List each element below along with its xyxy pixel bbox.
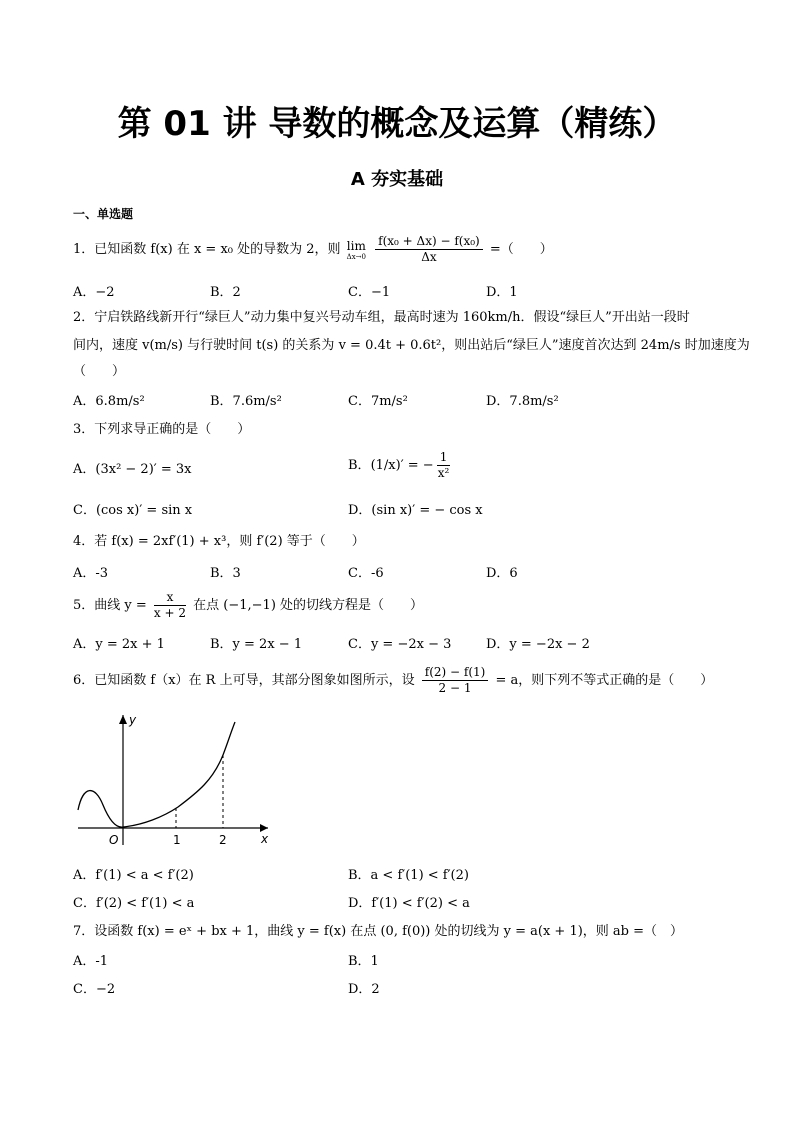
question-7-stem: 7．设函数 f(x) = eˣ + bx + 1，曲线 y = f(x) 在点 (0, f(0)) 处的切线为 y = a(x + 1)，则 ab =（ ） bbox=[73, 924, 684, 939]
question-6-stem: 6．已知函数 f（x）在 R 上可导，其部分图象如图所示，设 $\frac{f(2) - f(1)}{2 - 1}$ = a，则下列不等式正确的是（ ） bbox=[73, 665, 714, 695]
question-3-option-d[interactable]: D．(sin x)′ = − cos x bbox=[348, 503, 483, 518]
y-label: y bbox=[129, 713, 137, 727]
question-1-option-b[interactable]: B．2 bbox=[210, 285, 241, 300]
question-3-option-b[interactable]: B．(1/x)′ = − $\frac{1}{\text{x²}}$ bbox=[348, 450, 450, 480]
question-5-option-d[interactable]: D．y = −2x − 2 bbox=[486, 637, 590, 652]
question-5-option-c[interactable]: C．y = −2x − 3 bbox=[348, 637, 452, 652]
question-2-option-a[interactable]: A．6.8m/s² bbox=[73, 394, 145, 409]
question-3-stem: 3．下列求导正确的是（ ） bbox=[73, 422, 251, 437]
page-title: 第 01 讲 导数的概念及运算（精练） bbox=[117, 104, 677, 144]
question-2-option-b[interactable]: B．7.6m/s² bbox=[210, 394, 282, 409]
question-4-option-d[interactable]: D．6 bbox=[486, 566, 518, 581]
question-1-option-a[interactable]: A．−2 bbox=[73, 285, 115, 300]
question-2-option-c[interactable]: C．7m/s² bbox=[348, 394, 408, 409]
tick-1-label: 1 bbox=[173, 833, 181, 847]
question-7-option-c[interactable]: C．−2 bbox=[73, 982, 116, 997]
question-3-option-a[interactable]: A．(3x² − 2)′ = 3x bbox=[73, 462, 192, 477]
origin-label: O bbox=[109, 833, 119, 847]
question-4-option-b[interactable]: B．3 bbox=[210, 566, 241, 581]
function-graph bbox=[73, 710, 273, 850]
question-6-fraction: $\frac{f(2) - f(1)}{2 - 1}$ bbox=[422, 665, 489, 696]
question-2-line-1: 2．宁启铁路线新开行“绿巨人”动力集中复兴号动车组，最高时速为 160km/h．假设“绿巨人”开出站一段时 bbox=[73, 310, 690, 325]
question-4-option-a[interactable]: A．-3 bbox=[73, 566, 109, 581]
question-5-option-b[interactable]: B．y = 2x − 1 bbox=[210, 637, 303, 652]
question-5-option-a[interactable]: A．y = 2x + 1 bbox=[73, 637, 165, 652]
question-5-stem: 5．曲线 y = $\frac{x}{x + 2}$ 在点 (−1,−1) 处的切线方程是（ ） bbox=[73, 590, 424, 620]
question-5-fraction: $\frac{x}{x + 2}$ bbox=[153, 590, 187, 620]
question-4-stem: 4．若 f(x) = 2xf′(1) + x³，则 f′(2) 等于（ ） bbox=[73, 534, 365, 549]
tick-2-label: 2 bbox=[219, 833, 227, 847]
y-axis-arrow-icon bbox=[119, 715, 127, 724]
question-6-option-d[interactable]: D．f′(1) < f′(2) < a bbox=[348, 896, 470, 911]
question-2-line-2: 间内，速度 v(m/s) 与行驶时间 t(s) 的关系为 v = 0.4t + 0.6t²，则出站后“绿巨人”速度首次达到 24m/s 时加速度为 bbox=[73, 338, 750, 353]
question-2-option-d[interactable]: D．7.8m/s² bbox=[486, 394, 559, 409]
question-7-option-d[interactable]: D．2 bbox=[348, 982, 380, 997]
x-label: x bbox=[261, 832, 269, 846]
x-axis-arrow-icon bbox=[260, 824, 268, 832]
function-curve bbox=[78, 722, 235, 827]
question-1-fraction: $\frac{\text{f(x₀ + Δx) − f(x₀)}}{\Delta x}$ bbox=[375, 234, 483, 265]
question-2-line-3: （ ） bbox=[73, 364, 126, 379]
question-4-option-c[interactable]: C．-6 bbox=[348, 566, 384, 581]
question-1-option-c[interactable]: C．−1 bbox=[348, 285, 391, 300]
question-3-option-c[interactable]: C．(cos x)′ = sin x bbox=[73, 503, 193, 518]
question-6-option-a[interactable]: A．f′(1) < a < f′(2) bbox=[73, 868, 194, 883]
question-1-option-d[interactable]: D．1 bbox=[486, 285, 518, 300]
question-6-option-c[interactable]: C．f′(2) < f′(1) < a bbox=[73, 896, 195, 911]
section-heading: 一、单选题 bbox=[73, 207, 134, 221]
question-7-option-b[interactable]: B．1 bbox=[348, 954, 379, 969]
section-subtitle: A 夯实基础 bbox=[350, 169, 444, 190]
question-6-option-b[interactable]: B．a < f′(1) < f′(2) bbox=[348, 868, 469, 883]
limit-notation: lim Δx→0 bbox=[346, 238, 366, 261]
question-7-option-a[interactable]: A．-1 bbox=[73, 954, 109, 969]
question-1-stem: 1．已知函数 f(x) 在 x = x₀ 处的导数为 2，则 lim Δx→0 $\frac{\text{f(x₀ + Δx) − f(x₀)}}{\Delta x}$ =（ ） bbox=[73, 234, 553, 264]
